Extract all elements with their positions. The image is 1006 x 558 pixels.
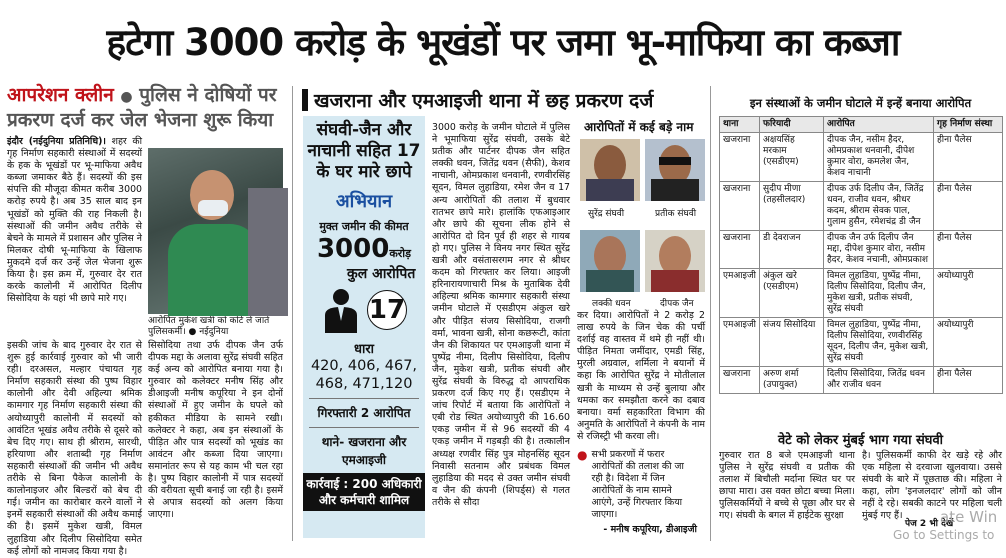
- info-box: [303, 116, 425, 538]
- table-cell: हीना पैलेस: [934, 182, 1003, 231]
- name-lucky: लक्की धवन: [592, 299, 631, 309]
- table-row: [720, 269, 1003, 318]
- table-row: [720, 133, 1003, 182]
- arrests-text: गिरफ्तारी 2 आरोपित: [317, 406, 411, 420]
- left-body-1: [7, 136, 142, 330]
- accused-label: कुल आरोपित: [347, 266, 416, 282]
- sections-label: धारा: [353, 342, 375, 357]
- table-cell: अयोध्यापुरी: [934, 318, 1003, 367]
- left-subheadline: प्रकरण दर्ज कर जेल भेजना शुरू किया: [7, 109, 274, 131]
- kicker-text: पुलिस ने दोषियों पर: [139, 84, 277, 106]
- table-cell: अंकुल खरे (एसडीएम): [760, 269, 824, 318]
- col-station: थाना: [720, 117, 760, 133]
- action-text: कार्रवाई : 200 अधिकारी और कर्मचारी शामिल: [303, 473, 425, 511]
- table-cell: संजय सिसोदिया: [760, 318, 824, 367]
- land-value-number: 3000: [316, 234, 390, 264]
- photo-person-right: [248, 188, 288, 316]
- divider: [309, 398, 419, 399]
- arrest-photo: [148, 148, 283, 314]
- campaign-label: अभियान: [335, 191, 393, 212]
- table-cell: हीना पैलेस: [934, 367, 1003, 394]
- photo-caption: आरोपित मुकेश खत्री को कोर्ट ले जाते पुलिसकर्मी। ● नईदुनिया: [148, 316, 270, 337]
- band-marker: [302, 89, 308, 111]
- name-prateek: प्रतीक संघवी: [655, 209, 697, 219]
- left-para-1: शहर की गृह निर्माण सहकारी संस्थाओं में सदस्यों के हक के भूखंडों पर भू-माफिया अवैध कब्जा जमाकर बैठे हैं। सदस्यों की इस संपत्ति की मौजूदा कीमत करीब 3000 करोड़ रुपये है। अब 35 साल बाद इन भूखंडों को मुक्ति की राह निकली है। संस्थाओं की जमीन अवैध तरीके से बेचने के मामले में प्रशासन और पुलिस ने मिलकर दोषी भू-माफिया के खिलाफ मुकदमे दर्ज कर उन्हें जेल भेजना शुरू किया है। इस क्रम में, गुरुवार देर रात करके कालोनी में आरोपित दिलीप सिसोदिया के यहां भी छापे मारे गए।: [7, 136, 142, 305]
- table-cell: खजराना: [720, 231, 760, 269]
- accused-row: [303, 287, 425, 333]
- portrait-prateek: [645, 139, 705, 201]
- left-para-2: इसकी जांच के बाद गुरुवार देर रात से शुरू हुई कार्रवाई गुरुवार को भी जारी रही। दरअसल, मल्हार पंचायत गृह निर्माण सहकारी संस्था की पुष्प विहार कालोनी और देवी अहिल्या श्रमिक कामगार गृह निर्माण सहकारी संस्था की अयोध्यापुरी कालोनी में सदस्यों को आवंटित भूखंड अवैध तरीके से दूसरे को बेच दिए गए। साथ ही श्रीराम, सारथी, हरियाणा और शताब्दी गृह निर्माण सहकारी संस्थाओं की जमीन भी अवैध तरीके से बिना पैकेज कालोनी के कालोनाइजर और बिल्डरों को बेच दी गई। जमीन का कारोबार करने वालों ने इनमें सहकारी संस्थाओं की अवैध कमाई की है। इसमें मुकेश खत्री, विमल लुहाडिया और दिलीप सिसोदिया समेत कई लोगों को नामजद किया गया है।: [7, 340, 142, 557]
- table-cell: हीना पैलेस: [934, 231, 1003, 269]
- middle-body-1: 3000 करोड़ के जमीन घोटाले में पुलिस ने भूमाफिया सुरेंद्र संघवी, उसके बेटे प्रतीक और पार्टनर दीपक जैन सहित लक्की धवन, जितेंद्र धवन (सैफी), केशव नाचानी, ओमप्रकाश धनवानी, रणवीरसिंह सूदन, विमल लुहाडिया, रमेश जैन व 17 अन्य आरोपितों की तलाश में बुधवार रातभर छापे मारे। हालांकि एफआइआर और छापे की सूचना लीक होने से आरोपित दो दिन पूर्व ही शहर से गायब हो गए। पुलिस ने विनय नगर स्थित सुरेंद्र खत्री और वसंतासरगम नगर से श्रीधर कदम को गिरफ्तार कर लिया। आइजी हरिनारायणाचारी मिश्र के मुताबिक देवी अहिल्या श्रमिक कामगार सहकारी संस्था जमीन घोटाले में एसडीएम अंकुल खरे और पीड़ित संजय सिसोदिया, राजगी वर्मा, भावना खत्री, सोना कछरूटी, कांता जैन की शिकायत पर एमआइजी थाना में पुष्पेंद्र नीमा, दिलीप सिसोदिया, दिलीप जैन, मुकेश खत्री, प्रतीक संघवी और सुरेंद्र संघवी के विरुद्ध दो आपराधिक प्रकरण दर्ज किए गए हैं। एसडीएम ने जांच रिपोर्ट में बताया कि आरोपितों ने एबी रोड स्थित अयोध्यापुरी की 16.60 एकड़ जमीन में से 96 सदस्यों की 4 एकड़ जमीन में गड़बड़ी की है। तत्कालीन अध्यक्ष रणवीर सिंह पुत्र मोहनसिंह सूदन निवासी सतनाम और प्रबंधक विमल लुहाडिया की मदद से उक्त जमीन संघवी व जैन की कंपनी (शिपर्ड्स) से गलत तरीके से सौदा: [432, 122, 570, 508]
- name-deepak: दीपक जैन: [660, 299, 694, 309]
- dig-quote: [577, 449, 697, 536]
- bottom-headline: वेटे को लेकर मुंबई भाग गया संघवी: [777, 433, 944, 448]
- land-value: [303, 234, 425, 264]
- bottom-body-2: है। पुलिसकर्मी काफी देर खड़े रहे और एक महिला से दरवाजा खुलवाया। उससे संघवी के बारे में पूछताछ की। महिला ने कहा, लोग 'इनजलदार' लोगों को जीन नहीं दे रहे। सबकी काटने पर महिला चली मुंबई गए हैं।: [862, 450, 1002, 522]
- table-cell: दीपक उर्फ दिलीप जैन, जितेंद्र धवन, राजीव धवन, श्रीधर कदम, श्रीराम सेवक पाल, गुलाम हुसैन, रमेशचंद्र डी जैन: [824, 182, 934, 231]
- stations-text: थाने- खजराना और एमआइजी: [321, 435, 407, 467]
- table-cell: खजराना: [720, 133, 760, 182]
- table-cell: दिलीप सिसोदिया, जितेंद्र धवन और राजीव धवन: [824, 367, 934, 394]
- column-divider: [710, 86, 711, 541]
- bullet-icon: ●: [120, 89, 133, 105]
- left-para-3: सिसोदिया तथा उर्फ दीपक जैन उर्फ दीपक मद्दा के अलावा सुरेंद्र संघवी सहित कई अन्य को आरोपित बनाया गया है। गुरुवार को कलेक्टर मनीष सिंह और डीआइजी मनीष कपूरिया ने इन दोनों संस्थाओं में हुए जमीन के घपले को हकीकत मीडिया के सामने रखी। कलेक्टर ने कहा, अब इन संस्थाओं के पीड़ित और पात्र सदस्यों को भूखंड का आवंटन और कब्जा दिया जाएगा। समानांतर रूप से यह काम भी चल रहा है। पुष्प विहार कालोनी में पात्र सदस्यों की वरीयता सूची बनाई जा रही है। इसमें से अपात्र सदस्यों को अलग किया जाएगा।: [148, 340, 283, 521]
- table-cell: अरुण शर्मा (उपायुक्त): [760, 367, 824, 394]
- left-article: [7, 84, 283, 557]
- table-cell: दीपक जैन उर्फ दिलीप जैन मद्दा, दीपेश कुमार वोरा, नसीम हैदर, केशव नचानी, ओमप्रकाश: [824, 231, 934, 269]
- divider: [309, 427, 419, 428]
- activation-watermark: ate Win: [940, 508, 998, 526]
- col-society: गृह निर्माण संस्था: [934, 117, 1003, 133]
- table-cell: खजराना: [720, 367, 760, 394]
- bottom-body-1: गुरुवार रात 8 बजे एमआइजी थाना पुलिस ने सुरेंद्र संघवी व प्रतीक की तलाश में बिचौली मर्दाना स्थित घर पर छापा मारा। उस वक्त छोटा बच्चा मिला। पुलिसकर्मियों ने बच्चे से पूछा और घर से गए। संघवी के बगल में हाईटेक सुरक्षा: [719, 450, 855, 522]
- headline: हटेगा 3000 करोड़ के भूखंडों पर जमा भू-माफिया का कब्जा: [106, 20, 900, 64]
- operation-clean-label: आपरेशन क्लीन: [7, 84, 114, 106]
- table-cell: एमआइजी: [720, 318, 760, 367]
- sections-list: 420, 406, 467, 468, 471,120: [310, 358, 418, 392]
- table-cell: अयोध्यापुरी: [934, 269, 1003, 318]
- dig-quote-author: - मनीष कपूरिया, डीआइजी: [603, 523, 697, 535]
- table-cell: दीपक जैन, नसीम हैदर, ओमप्रकाश धनवानी, दीपेश कुमार वोरा, कमलेश जैन, केशव नाचानी: [824, 133, 934, 182]
- accused-photos-title: आरोपितों में कई बड़े नाम: [584, 120, 694, 134]
- name-surendra: सुरेंद्र संघवी: [588, 209, 625, 219]
- dig-quote-text: सभी प्रकरणों में फरार आरोपितों की तलाश की जा रही है। विदेशा में जिन आरोपितों के नाम सामने आएंगे, उन्हें गिरफ्तार किया जाएगा।: [591, 449, 684, 521]
- portrait-surendra: [580, 139, 640, 201]
- table-header-row: [720, 117, 1003, 133]
- table-cell: हीना पैलेस: [934, 133, 1003, 182]
- table-cell: विमल लुहाडिया, पुष्पेंद्र नीमा, दिलीप सिसोदिया, रणवीरसिंह सूदन, दिलीप जैन, मुकेश खत्री, सुरेंद्र संघवी: [824, 318, 934, 367]
- column-divider: [292, 86, 293, 541]
- person-icon: [321, 287, 361, 333]
- accused-count: 17: [367, 290, 407, 330]
- table-cell: सुदीप मीणा (तहसीलदार): [760, 182, 824, 231]
- table-cell: अक्षयसिंह मरकाम (एसडीएम): [760, 133, 824, 182]
- quote-bullet-icon: ●: [577, 448, 588, 462]
- land-value-label: मुक्त जमीन की कीमत: [319, 220, 409, 233]
- left-kicker: [7, 84, 283, 109]
- page-reference: पेज 2 भी देखें: [905, 519, 954, 529]
- info-headline: संघवी-जैन और नाचानी सहित 17 के घर मारे छापे: [307, 120, 421, 182]
- table-cell: एमआइजी: [720, 269, 760, 318]
- portrait-deepak: [645, 230, 705, 292]
- land-value-unit: करोड़: [389, 247, 412, 260]
- table-row: [720, 367, 1003, 394]
- photo-mask: [198, 200, 228, 216]
- col-accused: आरोपित: [824, 117, 934, 133]
- accused-table: [719, 116, 1003, 394]
- table-row: [720, 182, 1003, 231]
- table-title: इन संस्थाओं के जमीन घोटाले में इन्हें बनाया आरोपित: [749, 96, 972, 110]
- table-cell: खजराना: [720, 182, 760, 231]
- portrait-lucky: [580, 230, 640, 292]
- table-row: [720, 231, 1003, 269]
- table-row: [720, 318, 1003, 367]
- table-cell: डी देवराजन: [760, 231, 824, 269]
- dateline: इंदौर (नईदुनिया प्रतिनिधि)।: [7, 136, 106, 147]
- table-cell: विमल लुहाडिया, पुष्पेंद्र नीमा, दिलीप सिसोदिया, दिलीप जैन, मुकेश खत्री, प्रतीक संघवी, सुरेंद्र संघवी: [824, 269, 934, 318]
- activation-watermark-sub: Go to Settings to: [893, 528, 995, 542]
- col-complainant: फरियादी: [760, 117, 824, 133]
- section-headline: खजराना और एमआइजी थाना में छह प्रकरण दर्ज: [314, 90, 654, 112]
- section-band: [302, 88, 702, 112]
- photo-shirt: [168, 224, 260, 316]
- middle-body-2: कर दिया। आरोपितों ने 2 करोड़ 2 लाख रुपये के जिन चेक की पर्ची दर्शाई वह वास्तव में थमे ही नहीं थी। पीड़ित निमता जमींदार, एमडी सिंह, मुरली अग्रवाल, शर्मिला ने बयानों में कहा कि आरोपित सुरेंद्र ने मोतीलाल खत्री के माध्यम से उन्हें बुलाया और धमका कर समझौता करने का दबाव बनाया। वर्मा सहकारिता विभाग की अनुमति के आरोपितों ने कंपनी के नाम से रजिस्ट्री भी करवा ली।: [577, 310, 705, 442]
